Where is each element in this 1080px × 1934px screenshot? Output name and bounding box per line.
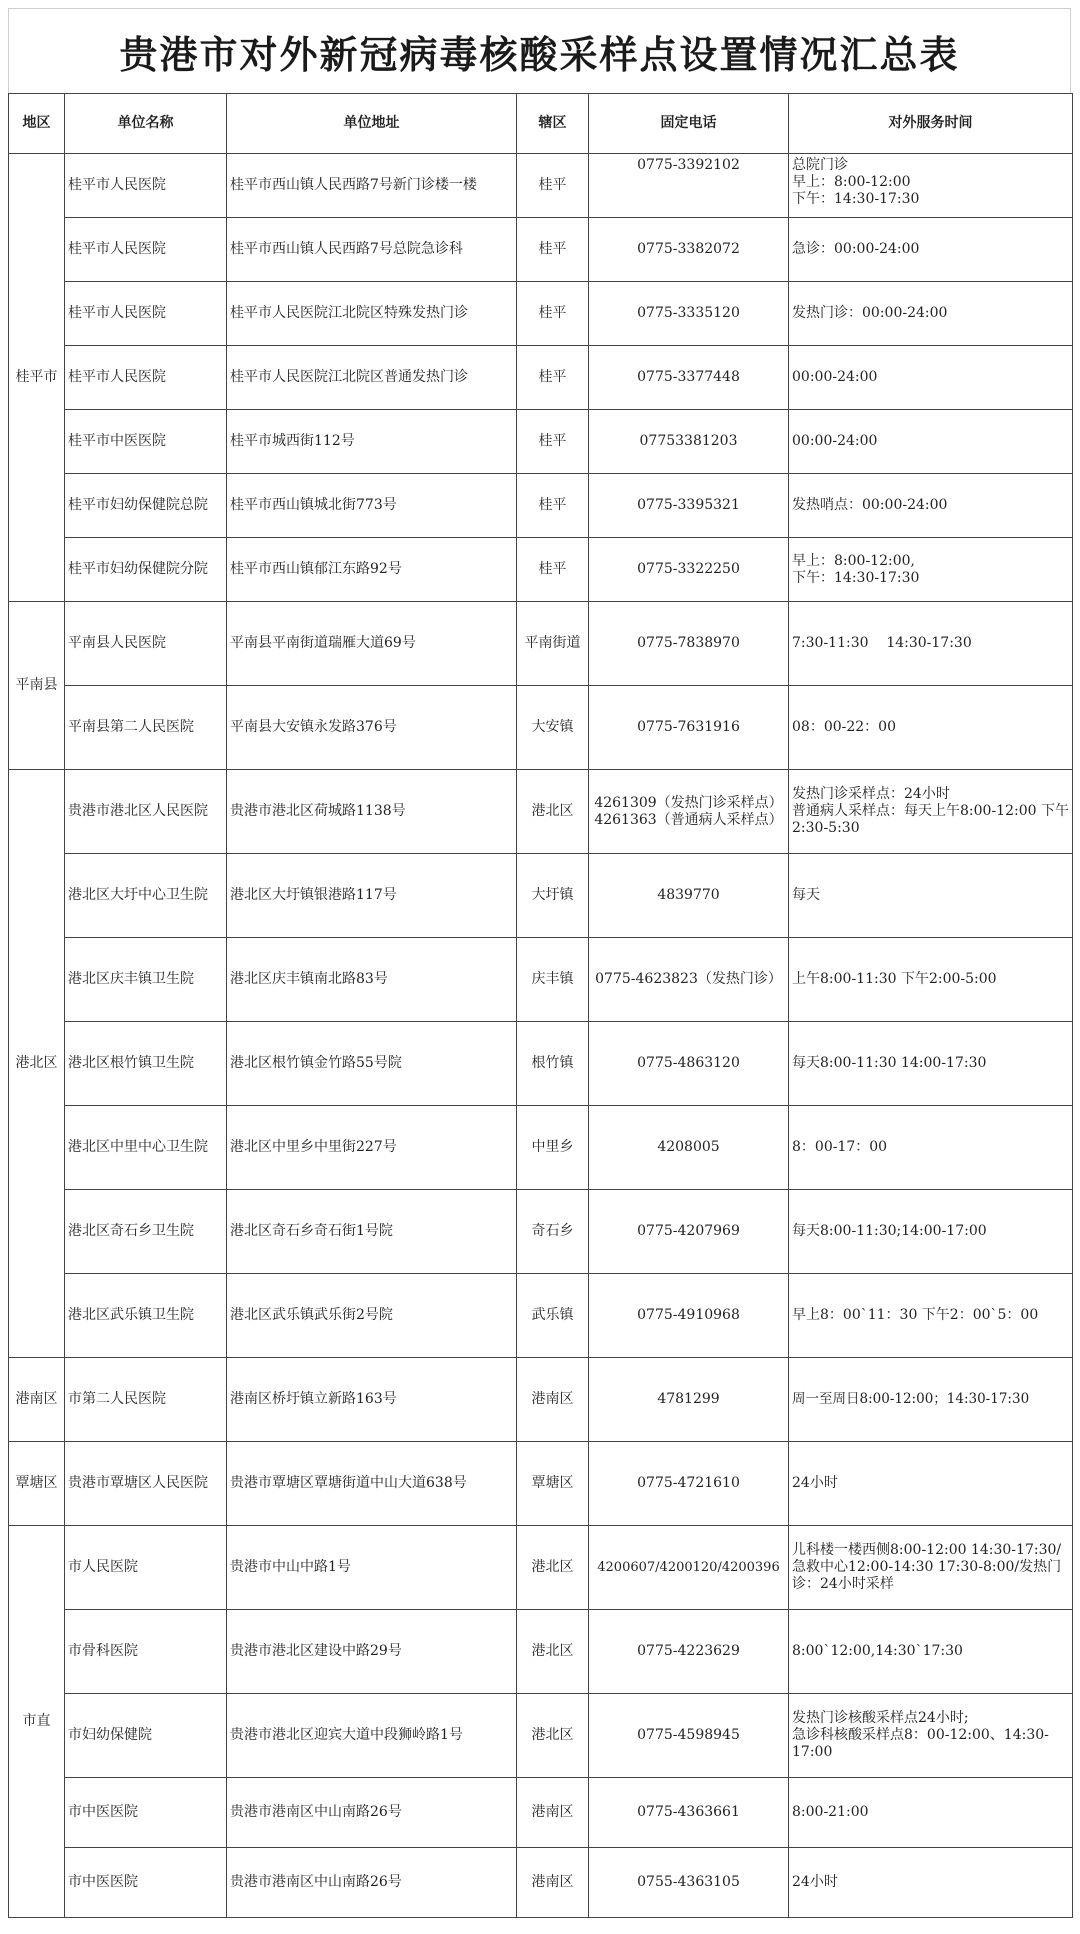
service-hours: 8：00-17：00 (789, 1106, 1073, 1190)
phone: 0775-4598945 (589, 1694, 789, 1778)
phone: 4839770 (589, 854, 789, 938)
unit-address: 港北区庆丰镇南北路83号 (227, 938, 517, 1022)
service-hours: 发热哨点：00:00-24:00 (789, 474, 1073, 538)
unit-name: 港北区庆丰镇卫生院 (65, 938, 227, 1022)
unit-address: 贵港市港南区中山南路26号 (227, 1778, 517, 1848)
service-hours: 每天8:00-11:30;14:00-17:00 (789, 1190, 1073, 1274)
unit-name: 桂平市妇幼保健院总院 (65, 474, 227, 538)
table-row (9, 1022, 1073, 1106)
phone: 0775-3335120 (589, 282, 789, 346)
table-row (9, 602, 1073, 686)
unit-address: 贵港市港北区建设中路29号 (227, 1610, 517, 1694)
unit-name: 市中医医院 (65, 1778, 227, 1848)
unit-name: 桂平市妇幼保健院分院 (65, 538, 227, 602)
unit-address: 桂平市西山镇人民西路7号新门诊楼一楼 (227, 154, 517, 218)
service-hours: 总院门诊 早上：8:00-12:00 下午：14:30-17:30 (789, 154, 1073, 218)
district: 桂平 (517, 218, 589, 282)
unit-name: 市妇幼保健院 (65, 1694, 227, 1778)
service-hours: 儿科楼一楼西侧8:00-12:00 14:30-17:30/急救中心12:00-14:30 17:30-8:00/发热门诊：24小时采样 (789, 1526, 1073, 1610)
district: 武乐镇 (517, 1274, 589, 1358)
district: 奇石乡 (517, 1190, 589, 1274)
region-cell: 覃塘区 (9, 1442, 65, 1526)
district: 港南区 (517, 1358, 589, 1442)
unit-name: 市第二人民医院 (65, 1358, 227, 1442)
table-row (9, 410, 1073, 474)
unit-name: 港北区武乐镇卫生院 (65, 1274, 227, 1358)
unit-address: 平南县平南街道瑞雁大道69号 (227, 602, 517, 686)
unit-name: 桂平市中医医院 (65, 410, 227, 474)
service-hours: 24小时 (789, 1848, 1073, 1918)
unit-name: 港北区大圩中心卫生院 (65, 854, 227, 938)
service-hours: 发热门诊：00:00-24:00 (789, 282, 1073, 346)
region-cell: 桂平市 (9, 154, 65, 602)
phone: 4781299 (589, 1358, 789, 1442)
district: 覃塘区 (517, 1442, 589, 1526)
district: 桂平 (517, 410, 589, 474)
district: 港北区 (517, 1610, 589, 1694)
header-phone: 固定电话 (589, 94, 789, 154)
unit-name: 港北区根竹镇卫生院 (65, 1022, 227, 1106)
service-hours: 每天8:00-11:30 14:00-17:30 (789, 1022, 1073, 1106)
table-row (9, 1442, 1073, 1526)
district: 港南区 (517, 1848, 589, 1918)
service-hours: 急诊：00:00-24:00 (789, 218, 1073, 282)
district: 港北区 (517, 770, 589, 854)
district: 中里乡 (517, 1106, 589, 1190)
district: 桂平 (517, 346, 589, 410)
service-hours: 发热门诊核酸采样点24小时; 急诊科核酸采样点8：00-12:00、14:30-17:00 (789, 1694, 1073, 1778)
phone: 0775-4223629 (589, 1610, 789, 1694)
header-district: 辖区 (517, 94, 589, 154)
table-row (9, 346, 1073, 410)
table-row (9, 1778, 1073, 1848)
unit-address: 平南县大安镇永发路376号 (227, 686, 517, 770)
table-row (9, 938, 1073, 1022)
unit-address: 港北区大圩镇银港路117号 (227, 854, 517, 938)
district: 港北区 (517, 1694, 589, 1778)
service-hours: 周一至周日8:00-12:00；14:30-17:30 (789, 1358, 1073, 1442)
phone: 0775-4863120 (589, 1022, 789, 1106)
phone: 0775-4910968 (589, 1274, 789, 1358)
phone: 0775-7631916 (589, 686, 789, 770)
table-row (9, 854, 1073, 938)
table-row (9, 154, 1073, 218)
phone: 0775-3392102 (589, 154, 789, 218)
district: 大圩镇 (517, 854, 589, 938)
unit-name: 贵港市港北区人民医院 (65, 770, 227, 854)
phone: 0775-4721610 (589, 1442, 789, 1526)
region-cell: 港南区 (9, 1358, 65, 1442)
table-row (9, 1526, 1073, 1610)
header-name: 单位名称 (65, 94, 227, 154)
district: 港北区 (517, 1526, 589, 1610)
unit-address: 桂平市西山镇郁江东路92号 (227, 538, 517, 602)
unit-name: 桂平市人民医院 (65, 218, 227, 282)
unit-address: 桂平市人民医院江北院区特殊发热门诊 (227, 282, 517, 346)
unit-address: 贵港市港南区中山南路26号 (227, 1848, 517, 1918)
district: 桂平 (517, 474, 589, 538)
table-row (9, 474, 1073, 538)
unit-name: 贵港市覃塘区人民医院 (65, 1442, 227, 1526)
unit-address: 贵港市港北区荷城路1138号 (227, 770, 517, 854)
unit-name: 港北区中里中心卫生院 (65, 1106, 227, 1190)
unit-address: 港北区奇石乡奇石街1号院 (227, 1190, 517, 1274)
unit-address: 港北区中里乡中里街227号 (227, 1106, 517, 1190)
header-region: 地区 (9, 94, 65, 154)
region-cell: 港北区 (9, 770, 65, 1358)
phone: 4200607/4200120/4200396 (589, 1526, 789, 1610)
unit-address: 港南区桥圩镇立新路163号 (227, 1358, 517, 1442)
spreadsheet (8, 8, 1072, 1928)
district: 桂平 (517, 154, 589, 218)
service-hours: 08：00-22：00 (789, 686, 1073, 770)
unit-name: 港北区奇石乡卫生院 (65, 1190, 227, 1274)
service-hours: 早上：8:00-12:00, 下午：14:30-17:30 (789, 538, 1073, 602)
page-title: 贵港市对外新冠病毒核酸采样点设置情况汇总表 (119, 31, 960, 77)
unit-name: 市骨科医院 (65, 1610, 227, 1694)
service-hours: 上午8:00-11:30 下午2:00-5:00 (789, 938, 1073, 1022)
district: 根竹镇 (517, 1022, 589, 1106)
unit-name: 平南县人民医院 (65, 602, 227, 686)
sampling-sites-table (8, 93, 1073, 1918)
title-box (8, 8, 1071, 93)
unit-name: 市人民医院 (65, 1526, 227, 1610)
unit-address: 桂平市人民医院江北院区普通发热门诊 (227, 346, 517, 410)
table-row (9, 282, 1073, 346)
phone: 0755-4363105 (589, 1848, 789, 1918)
table-row (9, 686, 1073, 770)
service-hours: 早上8：00`11：30 下午2：00`5：00 (789, 1274, 1073, 1358)
region-cell: 市直 (9, 1526, 65, 1918)
service-hours: 24小时 (789, 1442, 1073, 1526)
table-row (9, 1610, 1073, 1694)
service-hours: 8:00`12:00,14:30`17:30 (789, 1610, 1073, 1694)
phone: 0775-3382072 (589, 218, 789, 282)
unit-name: 市中医医院 (65, 1848, 227, 1918)
district: 平南街道 (517, 602, 589, 686)
phone: 0775-4623823（发热门诊） (589, 938, 789, 1022)
table-row (9, 1848, 1073, 1918)
unit-name: 桂平市人民医院 (65, 346, 227, 410)
region-cell: 平南县 (9, 602, 65, 770)
table-row (9, 538, 1073, 602)
district: 桂平 (517, 538, 589, 602)
unit-address: 贵港市覃塘区覃塘街道中山大道638号 (227, 1442, 517, 1526)
unit-name: 桂平市人民医院 (65, 282, 227, 346)
phone: 0775-3322250 (589, 538, 789, 602)
table-row (9, 1274, 1073, 1358)
district: 桂平 (517, 282, 589, 346)
phone: 4208005 (589, 1106, 789, 1190)
service-hours: 00:00-24:00 (789, 346, 1073, 410)
phone: 0775-7838970 (589, 602, 789, 686)
phone: 0775-4363661 (589, 1778, 789, 1848)
service-hours: 00:00-24:00 (789, 410, 1073, 474)
table-row (9, 218, 1073, 282)
header-row (9, 94, 1073, 154)
service-hours: 每天 (789, 854, 1073, 938)
unit-name: 平南县第二人民医院 (65, 686, 227, 770)
unit-address: 桂平市西山镇城北街773号 (227, 474, 517, 538)
unit-address: 港北区根竹镇金竹路55号院 (227, 1022, 517, 1106)
district: 港南区 (517, 1778, 589, 1848)
table-row (9, 1694, 1073, 1778)
phone: 0775-3377448 (589, 346, 789, 410)
service-hours: 发热门诊采样点：24小时 普通病人采样点：每天上午8:00-12:00 下午2:30-5:30 (789, 770, 1073, 854)
unit-address: 贵港市港北区迎宾大道中段狮岭路1号 (227, 1694, 517, 1778)
header-hours: 对外服务时间 (789, 94, 1073, 154)
phone: 0775-4207969 (589, 1190, 789, 1274)
service-hours: 7:30-11:30 14:30-17:30 (789, 602, 1073, 686)
phone: 0775-3395321 (589, 474, 789, 538)
table-row (9, 1358, 1073, 1442)
district: 庆丰镇 (517, 938, 589, 1022)
table-row (9, 1190, 1073, 1274)
table-row (9, 1106, 1073, 1190)
unit-name: 桂平市人民医院 (65, 154, 227, 218)
unit-address: 贵港市中山中路1号 (227, 1526, 517, 1610)
unit-address: 桂平市西山镇人民西路7号总院急诊科 (227, 218, 517, 282)
district: 大安镇 (517, 686, 589, 770)
phone: 4261309（发热门诊采样点）4261363（普通病人采样点） (589, 770, 789, 854)
unit-address: 港北区武乐镇武乐街2号院 (227, 1274, 517, 1358)
service-hours: 8:00-21:00 (789, 1778, 1073, 1848)
phone: 07753381203 (589, 410, 789, 474)
header-address: 单位地址 (227, 94, 517, 154)
unit-address: 桂平市城西街112号 (227, 410, 517, 474)
table-row (9, 770, 1073, 854)
